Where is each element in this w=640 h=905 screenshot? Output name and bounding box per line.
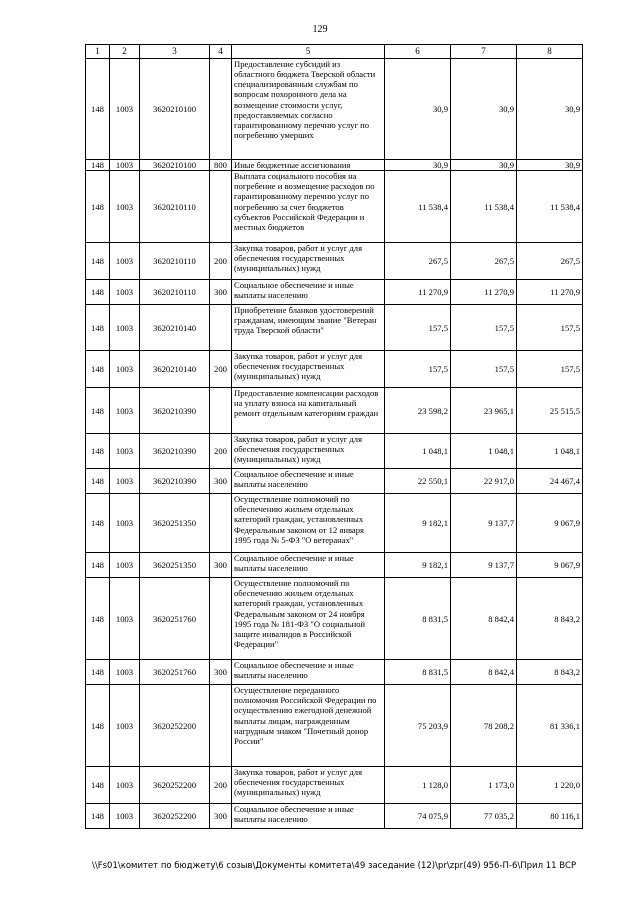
amount-cell: 75 203,9 (385, 685, 451, 767)
amount-cell: 8 831,5 (385, 578, 451, 660)
header-cell: 5 (232, 45, 385, 59)
amount-cell: 1 128,0 (385, 767, 451, 804)
description-cell: Закупка товаров, работ и услуг для обеспечения государственных (муниципальных) нужд (232, 351, 385, 388)
description-cell: Выплата социального пособия на погребение и возмещение расходов по гарантированному перечню услуг по погребению за счет бюджетов субъектов Российской Федерации и местных бюджетов (232, 171, 385, 243)
code-cell: 148 (86, 494, 110, 553)
target-article-cell: 3620210100 (140, 59, 210, 160)
description-cell: Предоставление компенсации расходов на уплату взноса на капитальный ремонт отдельным категориям граждан (232, 388, 385, 434)
table-header-row (86, 45, 583, 59)
budget-table (85, 44, 583, 829)
amount-cell: 11 538,4 (451, 171, 517, 243)
code-cell: 148 (86, 553, 110, 578)
amount-cell: 25 515,5 (517, 388, 583, 434)
description-cell: Социальное обеспечение и иные выплаты населению (232, 804, 385, 829)
code-cell: 148 (86, 578, 110, 660)
amount-cell: 74 075,9 (385, 804, 451, 829)
expense-type-cell (210, 685, 232, 767)
header-cell: 1 (86, 45, 110, 59)
amount-cell: 22 550,1 (385, 469, 451, 494)
amount-cell: 80 116,1 (517, 804, 583, 829)
expense-type-cell (210, 578, 232, 660)
amount-cell: 157,5 (385, 351, 451, 388)
expense-type-cell: 200 (210, 767, 232, 804)
target-article-cell: 3620252200 (140, 804, 210, 829)
section-cell: 1003 (110, 305, 140, 351)
footer-file-path: \\Fs01\комитет по бюджету\6 созыв\Документы комитета\49 заседание (12)\pr\zpr(49) 956-П-6\Прил 11 ВСР (92, 861, 577, 871)
amount-cell: 9 137,7 (451, 553, 517, 578)
description-cell: Приобретение бланков удостоверений гражданам, имеющим звание "Ветеран труда Тверской области" (232, 305, 385, 351)
section-cell: 1003 (110, 243, 140, 280)
amount-cell: 8 842,4 (451, 578, 517, 660)
description-cell: Осуществление полномочий по обеспечению жильем отдельных категорий граждан, установленных Федеральным законом от 24 ноября 1995 года № 181-ФЗ "О социальной защите инвалидов в Российской Федерации" (232, 578, 385, 660)
amount-cell: 30,9 (517, 160, 583, 171)
amount-cell: 8 843,2 (517, 660, 583, 685)
code-cell: 148 (86, 160, 110, 171)
amount-cell: 9 067,9 (517, 553, 583, 578)
amount-cell: 11 538,4 (517, 171, 583, 243)
amount-cell: 1 220,0 (517, 767, 583, 804)
amount-cell: 157,5 (517, 351, 583, 388)
target-article-cell: 3620210390 (140, 388, 210, 434)
target-article-cell: 3620210100 (140, 160, 210, 171)
target-article-cell: 3620252200 (140, 685, 210, 767)
section-cell: 1003 (110, 280, 140, 305)
amount-cell: 8 843,2 (517, 578, 583, 660)
table-row (86, 434, 583, 469)
code-cell: 148 (86, 804, 110, 829)
table-row (86, 351, 583, 388)
code-cell: 148 (86, 243, 110, 280)
description-cell: Социальное обеспечение и иные выплаты населению (232, 280, 385, 305)
target-article-cell: 3620210140 (140, 305, 210, 351)
table-row (86, 553, 583, 578)
amount-cell: 157,5 (451, 351, 517, 388)
amount-cell: 267,5 (385, 243, 451, 280)
code-cell: 148 (86, 685, 110, 767)
code-cell: 148 (86, 388, 110, 434)
description-cell: Закупка товаров, работ и услуг для обеспечения государственных (муниципальных) нужд (232, 767, 385, 804)
table-row (86, 804, 583, 829)
target-article-cell: 3620251350 (140, 494, 210, 553)
target-article-cell: 3620251760 (140, 660, 210, 685)
table-row (86, 160, 583, 171)
amount-cell: 1 048,1 (385, 434, 451, 469)
description-cell: Закупка товаров, работ и услуг для обеспечения государственных (муниципальных) нужд (232, 434, 385, 469)
section-cell: 1003 (110, 767, 140, 804)
table-row (86, 388, 583, 434)
expense-type-cell (210, 388, 232, 434)
table-row (86, 243, 583, 280)
section-cell: 1003 (110, 434, 140, 469)
code-cell: 148 (86, 469, 110, 494)
expense-type-cell (210, 171, 232, 243)
section-cell: 1003 (110, 351, 140, 388)
amount-cell: 9 137,7 (451, 494, 517, 553)
section-cell: 1003 (110, 685, 140, 767)
amount-cell: 81 336,1 (517, 685, 583, 767)
table-row (86, 280, 583, 305)
amount-cell: 11 270,9 (517, 280, 583, 305)
description-cell: Осуществление переданного полномочия Российской Федерации по осуществлению ежегодной денежной выплаты лицам, награжденным нагрудным знаком "Почетный донор России" (232, 685, 385, 767)
amount-cell: 157,5 (451, 305, 517, 351)
code-cell: 148 (86, 434, 110, 469)
target-article-cell: 3620210110 (140, 280, 210, 305)
section-cell: 1003 (110, 660, 140, 685)
amount-cell: 77 035,2 (451, 804, 517, 829)
amount-cell: 11 270,9 (385, 280, 451, 305)
table-row (86, 494, 583, 553)
table-row (86, 767, 583, 804)
table-row (86, 171, 583, 243)
description-cell: Закупка товаров, работ и услуг для обеспечения государственных (муниципальных) нужд (232, 243, 385, 280)
code-cell: 148 (86, 767, 110, 804)
amount-cell: 11 538,4 (385, 171, 451, 243)
section-cell: 1003 (110, 160, 140, 171)
header-cell: 3 (140, 45, 210, 59)
description-cell: Социальное обеспечение и иные выплаты населению (232, 660, 385, 685)
amount-cell: 30,9 (385, 59, 451, 160)
header-cell: 7 (451, 45, 517, 59)
section-cell: 1003 (110, 578, 140, 660)
target-article-cell: 3620210140 (140, 351, 210, 388)
amount-cell: 9 182,1 (385, 553, 451, 578)
header-cell: 2 (110, 45, 140, 59)
section-cell: 1003 (110, 171, 140, 243)
table-row (86, 685, 583, 767)
section-cell: 1003 (110, 388, 140, 434)
expense-type-cell: 300 (210, 660, 232, 685)
amount-cell: 30,9 (385, 160, 451, 171)
amount-cell: 24 467,4 (517, 469, 583, 494)
amount-cell: 1 173,0 (451, 767, 517, 804)
amount-cell: 30,9 (451, 59, 517, 160)
amount-cell: 22 917,0 (451, 469, 517, 494)
table-row (86, 660, 583, 685)
code-cell: 148 (86, 351, 110, 388)
code-cell: 148 (86, 171, 110, 243)
page-number: 129 (312, 24, 328, 35)
expense-type-cell: 300 (210, 804, 232, 829)
amount-cell: 23 598,2 (385, 388, 451, 434)
amount-cell: 8 831,5 (385, 660, 451, 685)
description-cell: Предоставление субсидий из областного бюджета Тверской области специализированным службам по вопросам похоронного дела на возмещение стоимости услуг, предоставляемых согласно гарантированному перечню услуг по погребению умерших (232, 59, 385, 160)
code-cell: 148 (86, 305, 110, 351)
amount-cell: 9 182,1 (385, 494, 451, 553)
amount-cell: 23 965,1 (451, 388, 517, 434)
amount-cell: 9 067,9 (517, 494, 583, 553)
expense-type-cell: 300 (210, 280, 232, 305)
expense-type-cell: 800 (210, 160, 232, 171)
target-article-cell: 3620210390 (140, 469, 210, 494)
amount-cell: 1 048,1 (451, 434, 517, 469)
amount-cell: 30,9 (451, 160, 517, 171)
section-cell: 1003 (110, 469, 140, 494)
expense-type-cell (210, 494, 232, 553)
table-row (86, 59, 583, 160)
table-row (86, 305, 583, 351)
table-row (86, 578, 583, 660)
section-cell: 1003 (110, 494, 140, 553)
amount-cell: 11 270,9 (451, 280, 517, 305)
header-cell: 8 (517, 45, 583, 59)
description-cell: Социальное обеспечение и иные выплаты населению (232, 469, 385, 494)
target-article-cell: 3620252200 (140, 767, 210, 804)
code-cell: 148 (86, 59, 110, 160)
expense-type-cell: 200 (210, 434, 232, 469)
code-cell: 148 (86, 280, 110, 305)
amount-cell: 1 048,1 (517, 434, 583, 469)
expense-type-cell: 200 (210, 243, 232, 280)
code-cell: 148 (86, 660, 110, 685)
expense-type-cell: 300 (210, 553, 232, 578)
header-cell: 6 (385, 45, 451, 59)
expense-type-cell (210, 59, 232, 160)
amount-cell: 157,5 (517, 305, 583, 351)
section-cell: 1003 (110, 553, 140, 578)
amount-cell: 78 208,2 (451, 685, 517, 767)
header-cell: 4 (210, 45, 232, 59)
expense-type-cell: 200 (210, 351, 232, 388)
target-article-cell: 3620210110 (140, 243, 210, 280)
amount-cell: 157,5 (385, 305, 451, 351)
expense-type-cell: 300 (210, 469, 232, 494)
section-cell: 1003 (110, 59, 140, 160)
target-article-cell: 3620210110 (140, 171, 210, 243)
table-row (86, 469, 583, 494)
amount-cell: 8 842,4 (451, 660, 517, 685)
amount-cell: 267,5 (517, 243, 583, 280)
target-article-cell: 3620251350 (140, 553, 210, 578)
amount-cell: 267,5 (451, 243, 517, 280)
target-article-cell: 3620251760 (140, 578, 210, 660)
amount-cell: 30,9 (517, 59, 583, 160)
target-article-cell: 3620210390 (140, 434, 210, 469)
description-cell: Осуществление полномочий по обеспечению жильем отдельных категорий граждан, установленных Федеральным законом от 12 января 1995 года № 5-ФЗ "О ветеранах" (232, 494, 385, 553)
description-cell: Иные бюджетные ассигнования (232, 160, 385, 171)
description-cell: Социальное обеспечение и иные выплаты населению (232, 553, 385, 578)
section-cell: 1003 (110, 804, 140, 829)
expense-type-cell (210, 305, 232, 351)
